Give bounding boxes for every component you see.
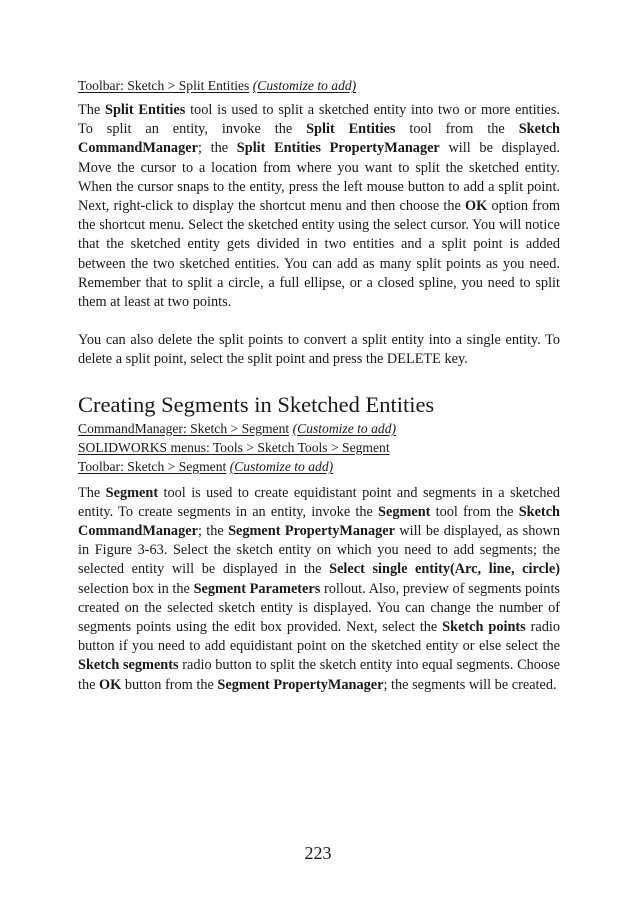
toolbar-path-segment — [78, 457, 560, 476]
text-run: ; the — [197, 523, 229, 540]
path-text: CommandManager: Sketch > Segment — [78, 420, 290, 436]
path-text: Toolbar: Sketch > Split Entities — [78, 78, 250, 93]
bold-term: OK — [99, 676, 122, 693]
customize-note: (Customize to add) — [292, 420, 397, 436]
text-run: tool from the — [430, 503, 519, 520]
text-run: ; the — [197, 140, 237, 157]
text-run: tool is used to split a sketched entity into two or more entities. To split an entity, invoke the — [78, 102, 560, 138]
text-run: ; the segments will be created. — [383, 676, 557, 693]
bold-term: OK — [465, 198, 488, 215]
menus-path-segment — [78, 438, 560, 457]
text-run: tool from the — [395, 121, 519, 138]
text-run: will be displayed. Move the cursor to a location from where you want to split the sketched entity. When the cursor snaps to the entity, press the left mouse button to add a split point. Next, right-click to display the shortcut menu and then choose the — [78, 140, 560, 215]
bold-term: Segment — [105, 484, 159, 501]
text-run: will be displayed, as shown in Figure 3-63. Select the sketch entity on which you need to add segments; the selected entity will be displayed in the — [78, 523, 561, 578]
customize-note: (Customize to add) — [229, 458, 334, 474]
bold-term: Sketch segments — [78, 657, 179, 674]
text-run: tool is used to create equidistant point and segments in a sketched entity. To create segments in an entity, invoke the — [78, 484, 560, 520]
bold-term: Select single entity(Arc, line, circle) — [329, 561, 560, 578]
bold-term: Sketch CommandManager — [78, 503, 560, 540]
text-run: You can also delete the split points to convert a split entity into a single entity. To delete a split point, select the split point and press the DELETE key. — [78, 332, 560, 368]
bold-term: Split Entities — [306, 121, 396, 138]
bold-term: Sketch CommandManager — [78, 121, 560, 157]
page-content — [78, 76, 560, 695]
text-run: option from the shortcut menu. Select the sketched entity using the select cursor. You will notice that the sketched entity gets divided in two entities and a split point is added between the two sketched entities. You can add as many split points as you need. Remember that to split a circle, a full ellipse, or a closed spline, you need to split them at least at two points. — [78, 198, 560, 311]
customize-note: (Customize to add) — [252, 78, 357, 93]
bold-term: Split Entities — [105, 102, 186, 118]
toolbar-path-split-entities — [78, 76, 560, 95]
section-heading: Creating Segments in Sketched Entities — [78, 391, 435, 417]
text-run: button from the — [121, 676, 218, 693]
text-run: radio button to split the sketch entity into equal segments. Choose the — [78, 657, 560, 693]
page-number: 223 — [304, 843, 332, 863]
bold-term: Segment PropertyManager — [228, 523, 395, 540]
segment-tool-paragraph — [78, 484, 560, 695]
text-run: The — [78, 484, 106, 501]
bold-term: Split Entities PropertyManager — [236, 140, 440, 157]
text-run: selection box in the — [78, 580, 194, 597]
bold-term: Segment — [378, 503, 431, 520]
split-entities-paragraph — [78, 101, 560, 312]
text-run: rollout. Also, preview of segments points created on the selected sketch entity is displayed. You can change the number of segments points using the edit box provided. Next, select the — [78, 580, 560, 636]
delete-split-points-paragraph — [78, 331, 560, 369]
bold-term: Segment Parameters — [193, 580, 321, 597]
commandmanager-path-segment — [78, 419, 560, 438]
bold-term: Segment PropertyManager — [217, 676, 384, 693]
text-run: radio button if you need to add equidistant point on the sketched entity or else select the — [78, 619, 560, 655]
path-text: SOLIDWORKS menus: Tools > Sketch Tools > Segment — [78, 439, 390, 455]
text-run: The — [78, 102, 106, 118]
path-text: Toolbar: Sketch > Segment — [78, 458, 227, 474]
bold-term: Sketch points — [442, 619, 526, 636]
